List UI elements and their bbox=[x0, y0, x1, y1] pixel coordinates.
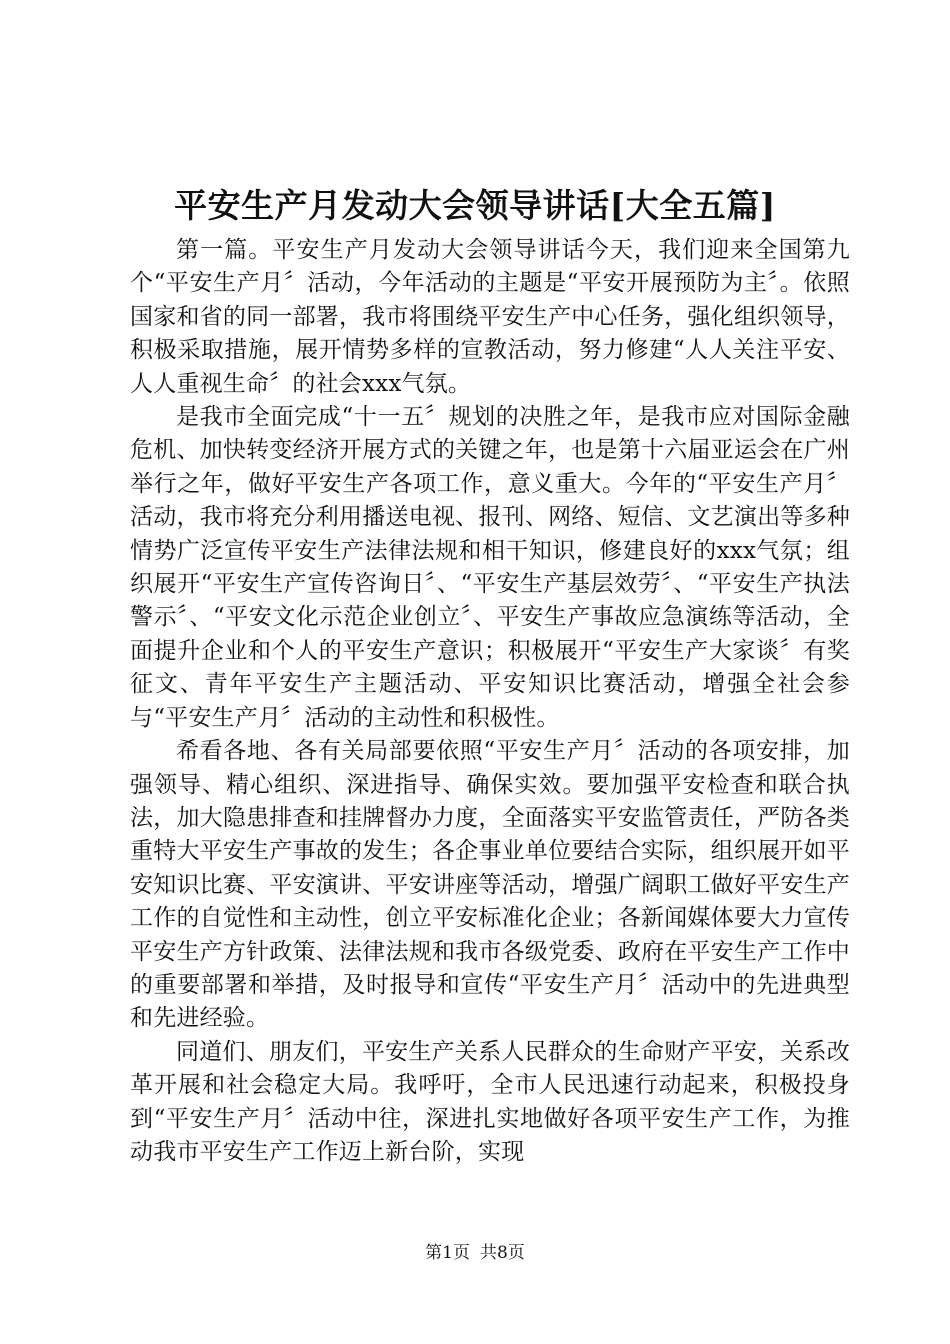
paragraph-2: 是我市全面完成“十一五〞规划的决胜之年，是我市应对国际金融危机、加快转变经济开展方式的关键之年，也是第十六届亚运会在广州举行之年，做好平安生产各项工作，意义重大。今年的“平安生产月〞活动，我市将充分利用播送电视、报刊、网络、短信、文艺演出等多种情势广泛宣传平安生产法律法规和相干知识，修建良好的xxx气氛；组织展开“平安生产宣传咨询日〞、“平安生产基层效劳〞、“平安生产执法警示〞、“平安文化示范企业创立〞、平安生产事故应急演练等活动，全面提升企业和个人的平安生产意识；积极展开“平安生产大家谈〞有奖征文、青年平安生产主题活动、平安知识比赛活动，增强全社会参与“平安生产月〞活动的主动性和积极性。 bbox=[130, 404, 850, 731]
paragraph-4: 同道们、朋友们，平安生产关系人民群众的生命财产平安，关系改革开展和社会稳定大局。我呼吁，全市人民迅速行动起来，积极投身到“平安生产月〞活动中往，深进扎实地做好各项平安生产工作，为推动我市平安生产工作迈上新台阶，实现 bbox=[130, 1038, 850, 1165]
paragraph-3: 希看各地、各有关局部要依照“平安生产月〞活动的各项安排，加强领导、精心组织、深进指导、确保实效。要加强平安检查和联合执法，加大隐患排查和挂牌督办力度，全面落实平安监管责任，严防各类重特大平安生产事故的发生；各企事业单位要结合实际，组织展开如平安知识比赛、平安演讲、平安讲座等活动，增强广阔职工做好平安生产工作的自觉性和主动性，创立平安标准化企业；各新闻媒体要大力宣传平安生产方针政策、法律法规和我市各级党委、政府在平安生产工作中的重要部署和举措，及时报导和宣传“平安生产月〞活动中的先进典型和先进经验。 bbox=[130, 738, 850, 1032]
document-body bbox=[130, 234, 850, 1169]
paragraph-1: 第一篇。平安生产月发动大会领导讲话今天，我们迎来全国第九个“平安生产月〞活动，今年活动的主题是“平安开展预防为主〞。依照国家和省的同一部署，我市将围绕平安生产中心任务，强化组织领导，积极采取措施，展开情势多样的宣教活动，努力修建“人人关注平安、人人重视生命〞的社会xxx气氛。 bbox=[130, 237, 850, 397]
page-footer bbox=[0, 1241, 950, 1265]
document-title: 平安生产月发动大会领导讲话[大全五篇] bbox=[174, 186, 776, 225]
page-number: 第1页 bbox=[425, 1243, 470, 1263]
page-total: 共8页 bbox=[480, 1243, 525, 1263]
